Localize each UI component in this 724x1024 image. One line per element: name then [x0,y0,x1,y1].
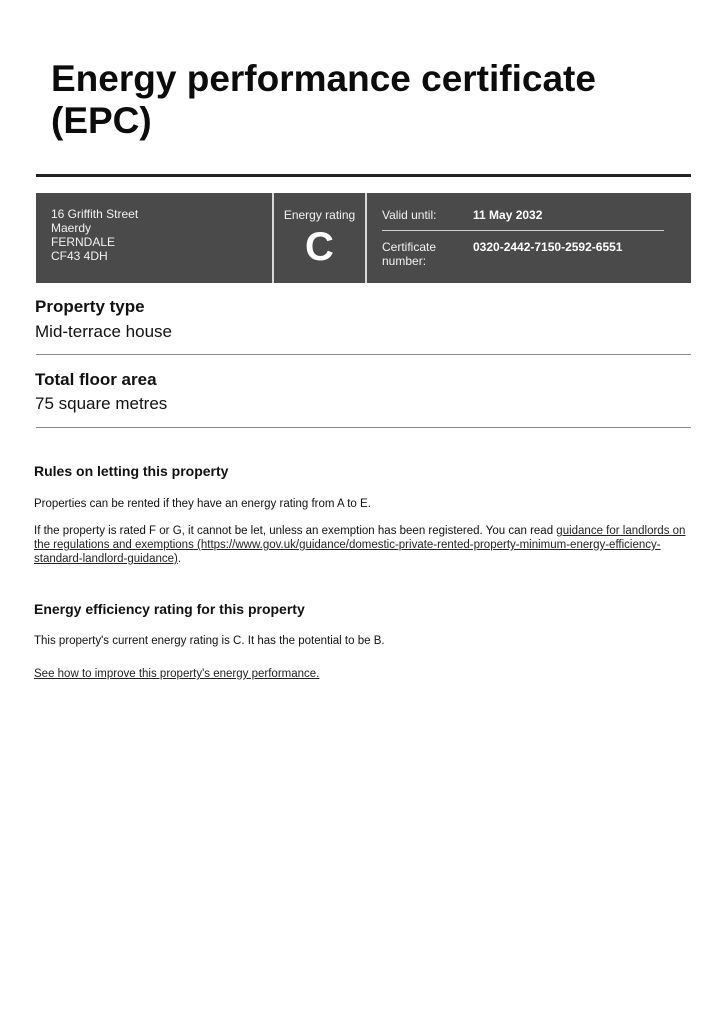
property-type-value: Mid-terrace house [35,322,173,341]
efficiency-heading: Energy efficiency rating for this property [34,601,305,617]
floor-area-value: 75 square metres [35,394,168,413]
address-line: FERNDALE [51,235,116,249]
certificate-label-line: Certificate [382,240,437,254]
exemption-text: If the property is rated F or G, it cannot be let, unless an exemption has been registered. You can read [34,525,557,537]
info-divider [382,230,664,231]
address-line: Maerdy [51,221,92,235]
certificate-info-cell [365,193,693,283]
certificate-number-label [382,240,436,268]
section-divider [36,427,691,428]
exemption-text-end: . [177,553,182,565]
section-divider [36,354,691,355]
letting-rules-paragraph: Properties can be rented if they have an energy rating from A to E. [34,498,371,510]
efficiency-link-paragraph [34,667,694,681]
landlord-guidance-url[interactable]: (https://www.gov.uk/guidance/domestic-private-rented-property-minimum-energy-efficiency-standard-landlord-guidance) [34,539,661,565]
efficiency-paragraph: This property's current energy rating is C. It has the potential to be B. [34,635,385,647]
certificate-number-value: 0320-2442-7150-2592-6551 [473,240,623,254]
address-line: 16 Griffith Street [51,207,139,221]
rating-cell [272,193,365,283]
address-line: CF43 4DH [51,249,108,263]
letting-exemption-paragraph [34,524,694,566]
valid-until-label: Valid until: [382,208,437,222]
certificate-label-line: number: [382,254,427,268]
letting-rules-heading: Rules on letting this property [34,463,229,479]
floor-area-heading: Total floor area [35,370,157,389]
energy-rating-label: Energy rating [283,208,356,222]
valid-until-value: 11 May 2032 [473,208,543,222]
landlord-guidance-link[interactable]: guidance for landlords on the regulations and exemptions [34,525,686,551]
address-cell [36,193,270,283]
improve-performance-link[interactable]: See how to improve this property's energy performance. [34,668,320,680]
title-divider [36,174,691,177]
property-address [51,207,138,263]
summary-banner [36,193,691,283]
property-type-heading: Property type [35,297,145,316]
page-title: Energy performance certificate (EPC) [51,58,596,141]
energy-rating-value: C [305,225,334,269]
